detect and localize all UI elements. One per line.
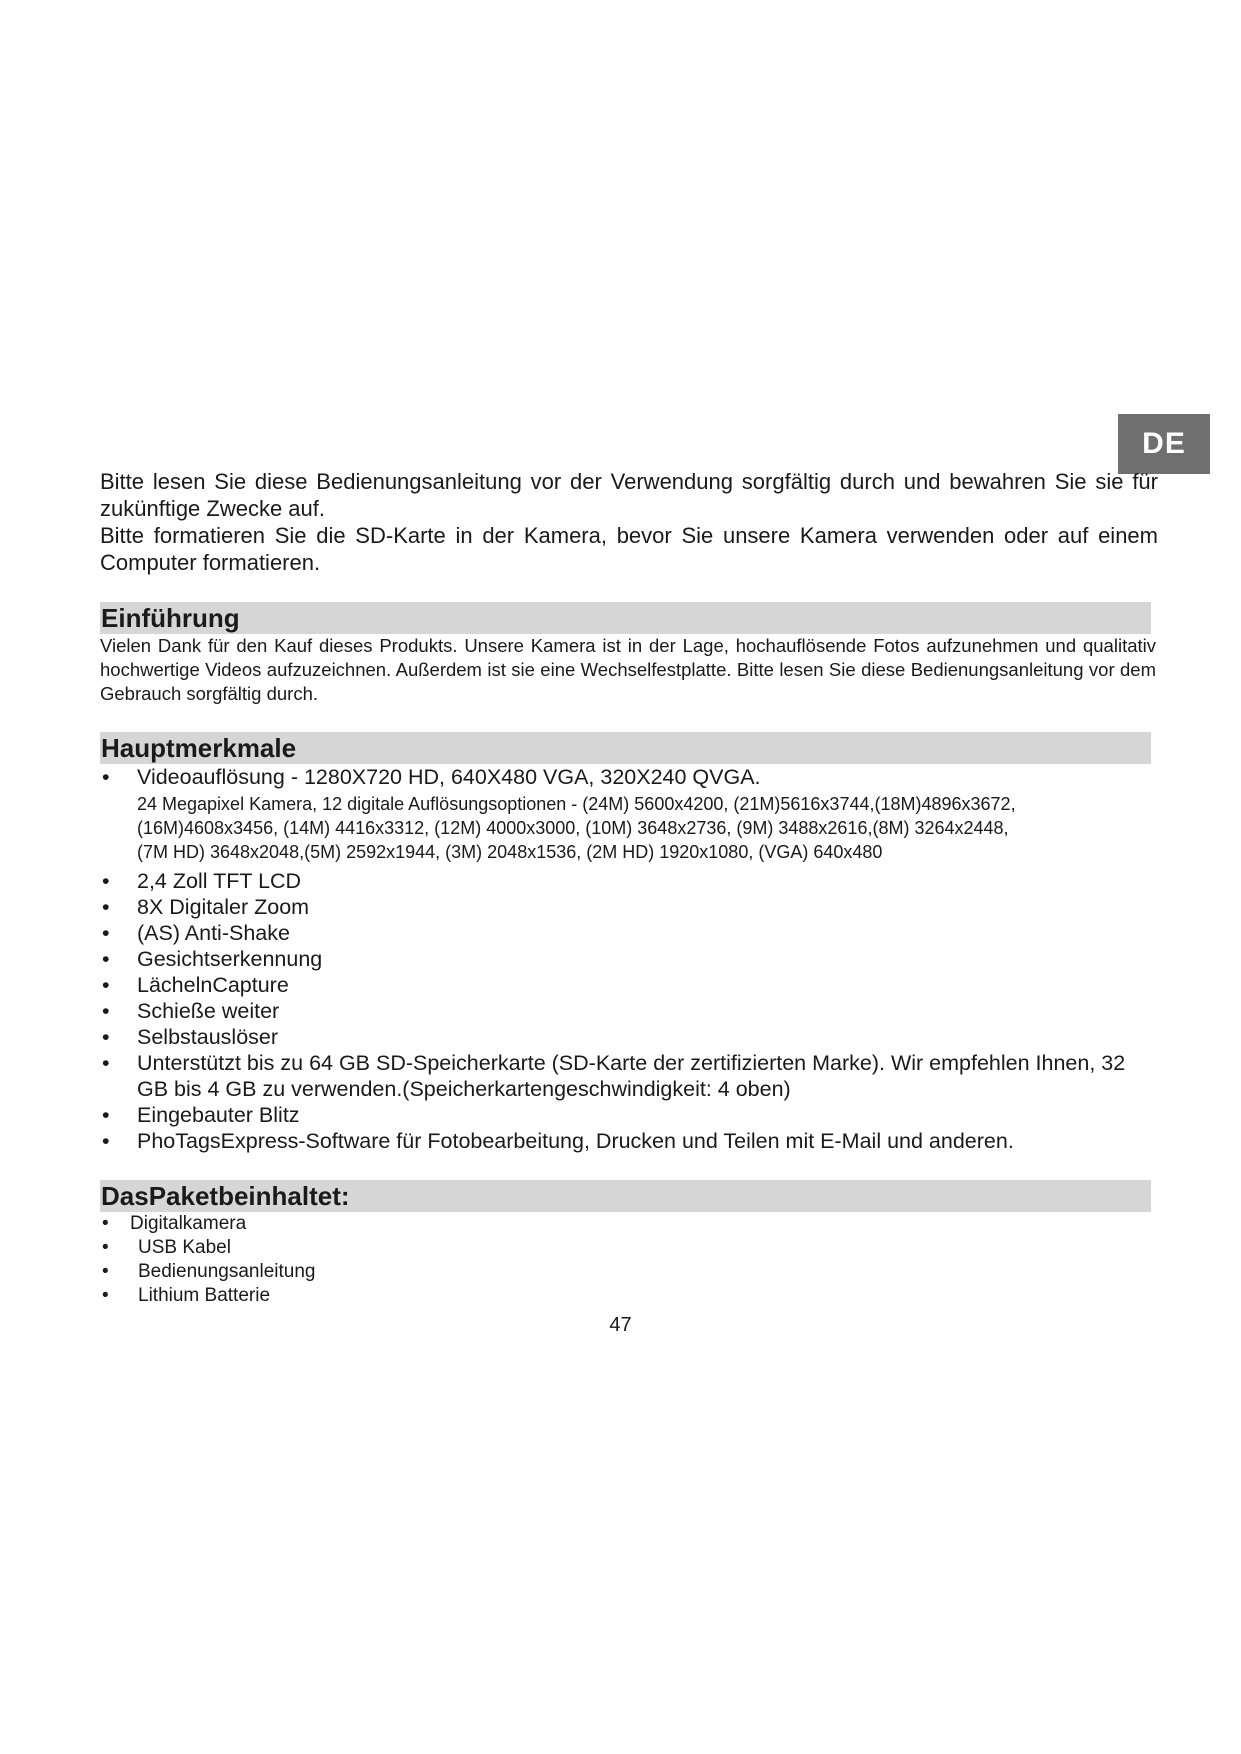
feature-text: LächelnCapture — [137, 973, 289, 997]
feature-text: (AS) Anti-Shake — [137, 921, 290, 945]
page-content — [100, 468, 1158, 1308]
package-item — [100, 1236, 1158, 1260]
feature-item — [100, 946, 1158, 972]
page-number: 47 — [609, 1314, 632, 1336]
einfuehrung-text: Vielen Dank für den Kauf dieses Produkts. Unsere Kamera ist in der Lage, hochauflösende Fotos aufzunehmen und qualitativ hochwertige Videos aufzuzeichnen. Außerdem ist sie eine Wechselfestplatte. Bitte lesen Sie diese Bedienungsanleitung vor dem Gebrauch sorgfältig durch. — [100, 635, 1156, 704]
resolution-details — [137, 792, 1158, 864]
feature-item — [100, 1050, 1158, 1102]
resolution-line-1: 24 Megapixel Kamera, 12 digitale Auflösungsoptionen - (24M) 5600x4200, (21M)5616x3744,(18M)4896x3672, — [137, 794, 1016, 814]
bullet-glyph: • — [102, 1213, 109, 1234]
resolution-line-3: (7M HD) 3648x2048,(5M) 2592x1944, (3M) 2048x1536, (2M HD) 1920x1080, (VGA) 640x480 — [137, 842, 883, 862]
bullet-glyph: • — [102, 1051, 110, 1075]
package-item-text: Digitalkamera — [130, 1213, 247, 1234]
package-item-text: Lithium Batterie — [138, 1285, 271, 1306]
bullet-glyph: • — [102, 999, 110, 1023]
bullet-glyph: • — [102, 921, 110, 945]
language-tab: DE — [1118, 414, 1210, 474]
section-title-einfuehrung: Einführung — [100, 602, 1151, 634]
bullet-glyph: • — [102, 1025, 110, 1049]
package-item — [100, 1260, 1158, 1284]
bullet-glyph: • — [102, 1285, 109, 1306]
feature-item — [100, 868, 1158, 894]
feature-item — [100, 1128, 1158, 1154]
feature-text: Schieße weiter — [137, 999, 280, 1023]
feature-text: Gesichtserkennung — [137, 947, 323, 971]
package-list — [100, 1212, 1158, 1308]
bullet-glyph: • — [102, 1103, 110, 1127]
intro-block — [100, 468, 1158, 576]
feature-item — [100, 894, 1158, 920]
feature-item — [100, 972, 1158, 998]
intro-paragraph-2: Bitte formatieren Sie die SD-Karte in der Kamera, bevor Sie unsere Kamera verwenden oder auf einem Computer formatieren. — [100, 523, 1158, 575]
feature-item-video — [100, 764, 1158, 864]
bullet-glyph: • — [102, 895, 110, 919]
feature-text: Selbstauslöser — [137, 1025, 279, 1049]
section-title-hauptmerkmale: Hauptmerkmale — [100, 732, 1151, 764]
bullet-glyph: • — [102, 973, 110, 997]
package-item-text: USB Kabel — [138, 1237, 231, 1258]
feature-text: Unterstützt bis zu 64 GB SD-Speicherkarte (SD-Karte der zertifizierten Marke). Wir empfehlen Ihnen, 32 GB bis 4 GB zu verwenden.(Speicherkartengeschwindigkeit: 4 oben) — [137, 1051, 1126, 1101]
feature-item — [100, 1024, 1158, 1050]
feature-item — [100, 920, 1158, 946]
bullet-glyph: • — [102, 1129, 110, 1153]
bullet-glyph: • — [102, 869, 110, 893]
package-item — [100, 1284, 1158, 1308]
feature-text: 8X Digitaler Zoom — [137, 895, 310, 919]
feature-item — [100, 998, 1158, 1024]
feature-text: PhoTagsExpress-Software für Fotobearbeitung, Drucken und Teilen mit E-Mail und anderen. — [137, 1129, 1014, 1153]
feature-text: 2,4 Zoll TFT LCD — [137, 869, 302, 893]
feature-text: Videoauflösung - 1280X720 HD, 640X480 VGA, 320X240 QVGA. — [137, 765, 761, 789]
feature-item — [100, 1102, 1158, 1128]
bullet-glyph: • — [102, 947, 110, 971]
resolution-line-2: (16M)4608x3456, (14M) 4416x3312, (12M) 4000x3000, (10M) 3648x2736, (9M) 3488x2616,(8M) 3264x2448, — [137, 818, 1009, 838]
feature-list — [100, 764, 1158, 1154]
bullet-glyph: • — [102, 765, 110, 789]
feature-text: Eingebauter Blitz — [137, 1103, 300, 1127]
bullet-glyph: • — [102, 1261, 109, 1282]
bullet-glyph: • — [102, 1237, 109, 1258]
intro-paragraph-1: Bitte lesen Sie diese Bedienungsanleitung vor der Verwendung sorgfältig durch und bewahren Sie sie für zukünftige Zwecke auf. — [100, 469, 1158, 521]
package-item-text: Bedienungsanleitung — [138, 1261, 316, 1282]
section-title-paket: DasPaketbeinhaltet: — [100, 1180, 1151, 1212]
package-item — [100, 1212, 1158, 1236]
